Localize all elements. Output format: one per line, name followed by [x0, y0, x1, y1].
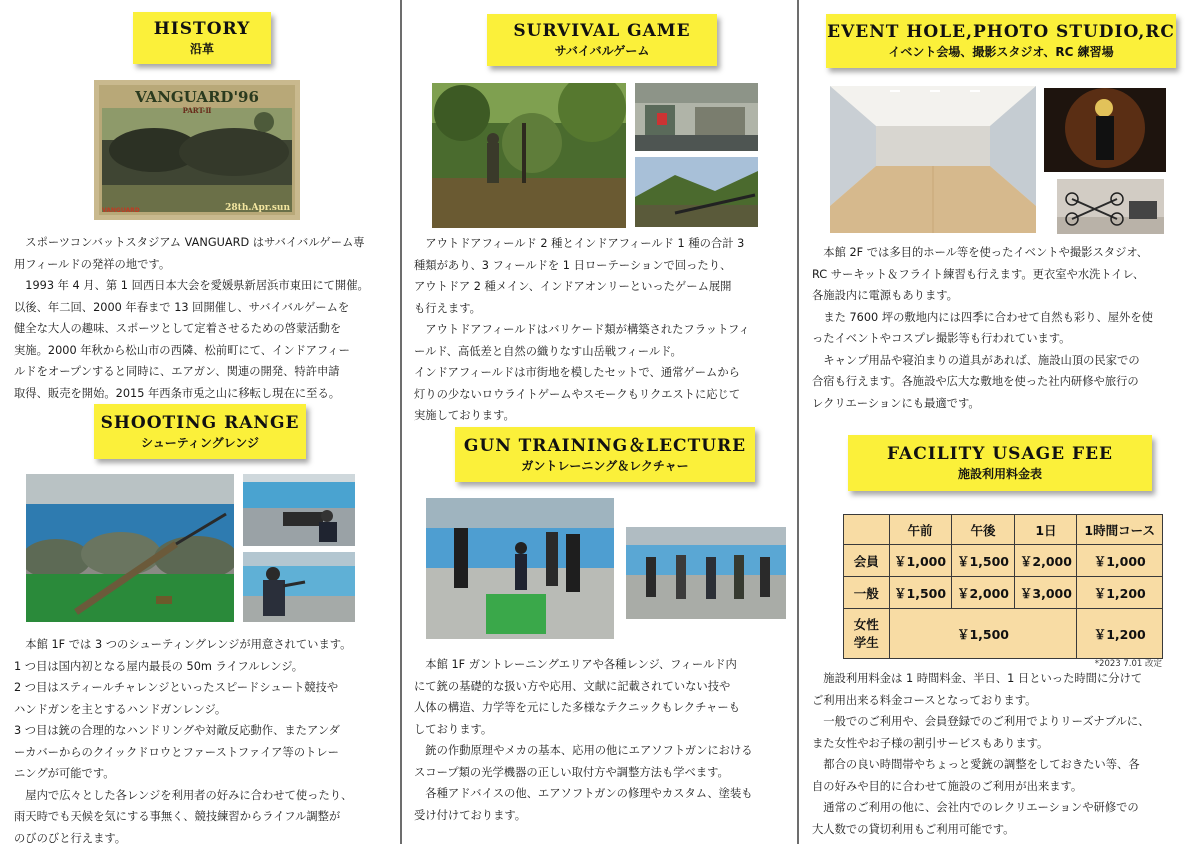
fee-table — [843, 514, 1163, 659]
history-title-badge — [133, 12, 271, 64]
fee-line: ご利用出来る料金コースとなっております。 — [812, 693, 1037, 707]
fee-cell: ￥1,500 — [889, 577, 951, 609]
fee-row-label — [844, 609, 890, 659]
poster-title: VANGUARD'96 — [135, 88, 259, 106]
event-line: レクリエーションにも最適です。 — [812, 396, 980, 410]
survival-line: アウトドア 2 種メイン、インドアオンリーといったゲーム展開 — [414, 280, 732, 293]
gun-training-title-ja: ガントレーニング＆レクチャー — [521, 458, 689, 473]
fee-header-row — [844, 515, 1163, 545]
survival-indoor-photo — [635, 83, 758, 151]
fee-line: 大人数での貸切利用もご利用可能です。 — [812, 822, 1015, 836]
fee-header-cell — [844, 515, 890, 545]
survival-mountain-photo — [635, 157, 758, 227]
shooting-line: 1 つ目は国内初となる屋内最長の 50m ライフルレンジ。 — [14, 659, 303, 673]
history-poster-photo — [94, 80, 300, 220]
shooting-line: 2 つ目はスティールチャレンジといったスピードシュート競技や — [14, 681, 339, 694]
history-text — [14, 232, 369, 404]
fee-women-label: 女性 — [853, 616, 879, 632]
gun-training-text — [414, 654, 753, 826]
gun-training-line: 受け付けております。 — [414, 808, 527, 822]
fee-header-cell: 1時間コース — [1077, 515, 1163, 545]
fee-cell: ￥1,000 — [1077, 545, 1163, 577]
fee-row-label: 一般 — [844, 577, 890, 609]
history-line: スポーツコンバットスタジアム VANGUARD はサバイバルゲーム専 — [14, 236, 365, 249]
history-line: 健全な大人の趣味、スポーツとして定着させるための啓蒙活動を — [14, 322, 342, 335]
fee-line: 都合の良い時間帯やちょっと愛銃の調整をしておきたい等、各 — [812, 758, 1140, 771]
shooting-title-ja: シューティングレンジ — [141, 435, 259, 450]
poster-logo: VANGUARD — [102, 207, 140, 214]
fee-header-cell: 午後 — [951, 515, 1015, 545]
event-line: ったイベントやコスプレ撮影等も行われています。 — [812, 332, 1071, 345]
fee-revision-note: *2023 7.01 改定 — [1094, 659, 1162, 669]
gun-training-line: 人体の構造、力学等を元にした多様なテクニックもレクチャーも — [414, 701, 740, 714]
fee-title-en: FACILITY USAGE FEE — [886, 444, 1114, 464]
shooting-line: 3 つ目は銃の合理的なハンドリングや対敵反応動作、またアンダ — [14, 724, 340, 737]
fee-cell: ￥1,200 — [1077, 577, 1163, 609]
fee-text — [812, 668, 1149, 840]
shooting-rifle-photo — [26, 474, 234, 622]
event-text — [812, 242, 1153, 414]
event-line: 合宿も行えます。各施設や広大な敷地を使った社内研修や旅行の — [812, 375, 1139, 388]
fee-title-badge — [848, 435, 1152, 491]
shooting-line: のびのびと行えます。 — [14, 831, 127, 844]
fee-cell: ￥1,000 — [889, 545, 951, 577]
event-rc-drone-photo — [1057, 179, 1164, 234]
survival-forest-photo — [432, 83, 626, 228]
fee-title-ja: 施設利用料金表 — [957, 467, 1042, 481]
fee-students-label: 学生 — [853, 634, 879, 650]
history-line: 以後、年二回、2000 年春まで 13 回開催し、サバイバルゲームを — [14, 300, 350, 314]
event-line: 本館 2F では多目的ホール等を使ったイベントや撮影スタジオ、 — [812, 246, 1148, 259]
fee-row-women-students — [844, 609, 1163, 659]
history-line: 用フィールドの発祥の地です。 — [14, 257, 171, 271]
fee-cell: ￥3,000 — [1015, 577, 1077, 609]
shooting-text — [14, 634, 352, 844]
survival-line: アウトドアフィールドはバリケード類が構築されたフラットフィ — [414, 323, 750, 336]
shooting-line: 本館 1F では 3 つのシューティングレンジが用意されています。 — [14, 638, 352, 651]
survival-line: 灯りの少ないロウライトゲームやスモークもリクエストに応じて — [414, 387, 741, 401]
survival-line: インドアフィールドは市街地を模したセットで、通常ゲームから — [414, 366, 740, 379]
event-title-ja: イベント会場、撮影スタジオ、RC 練習場 — [888, 45, 1114, 59]
poster-subtitle: PART-Ⅱ — [182, 106, 212, 115]
fee-row-general — [844, 577, 1163, 609]
shooting-title-en: SHOOTING RANGE — [100, 412, 300, 433]
gun-training-line: 各種アドバイスの他、エアソフトガンの修理やカスタム、塗装も — [414, 787, 753, 800]
fee-row-label: 会員 — [844, 545, 890, 577]
column-divider-left — [400, 0, 402, 844]
shooting-line: 屋内で広々とした各レンジを利用者の好みに合わせて使ったり、 — [14, 788, 353, 802]
history-line: 1993 年 4 月、第 1 回西日本大会を愛媛県新居浜市東田にて開催。 — [14, 279, 369, 292]
survival-title-en: SURVIVAL GAME — [513, 21, 691, 41]
event-title-en: EVENT HOLE,PHOTO STUDIO,RC — [827, 22, 1175, 42]
survival-line: 実施しております。 — [414, 409, 515, 422]
survival-line: ールド、高低差と自然の織りなす山岳戦フィールド。 — [414, 344, 682, 358]
gun-training-title-badge — [455, 427, 755, 482]
column-divider-right — [797, 0, 799, 844]
history-line: ルドをオープンすると同時に、エアガン、関連の開発、特許申請 — [14, 365, 340, 378]
gun-training-line: 本館 1F ガントレーニングエリアや各種レンジ、フィールド内 — [414, 658, 737, 671]
fee-cell: ￥2,000 — [1015, 545, 1077, 577]
shooting-range-photo — [243, 474, 355, 546]
survival-line: アウトドアフィールド 2 種とインドアフィールド 1 種の合計 3 — [414, 237, 745, 250]
survival-title-ja: サバイバルゲーム — [554, 44, 650, 58]
fee-cell: ￥1,500 — [951, 545, 1015, 577]
fee-line: 自の好みや目的に合わせて施設のご利用が出来ます。 — [812, 779, 1083, 793]
fee-line: 施設利用料金は 1 時間料金、半日、1 日といった時間に分けて — [812, 672, 1143, 685]
history-title-ja: 沿革 — [189, 42, 214, 56]
shooting-title-badge — [94, 404, 306, 459]
event-studio-photo — [1044, 88, 1166, 172]
poster-date: 28th.Apr.sun — [225, 203, 290, 213]
gun-training-line: スコープ類の光学機器の正しい取付方や調整方法も学べます。 — [414, 765, 729, 779]
gun-training-line: しております。 — [414, 722, 493, 736]
gun-training-class-photo — [626, 527, 786, 619]
fee-header-cell: 午前 — [889, 515, 951, 545]
fee-header-cell: 1日 — [1015, 515, 1077, 545]
fee-row-member — [844, 545, 1163, 577]
shooting-handgun-photo — [243, 552, 355, 622]
survival-line: 種類があり、3 フィールドを 1 日ローテーションで回ったり、 — [414, 258, 732, 272]
history-line: 取得、販売を開始。2015 年西条市兎之山に移転し現在に至る。 — [14, 386, 341, 400]
gun-training-line: 銃の作動原理やメカの基本、応用の他にエアソフトガンにおける — [414, 744, 753, 757]
fee-line: 一般でのご利用や、会員登録でのご利用でよりリーズナブルに、 — [812, 715, 1150, 728]
gun-training-targets-photo — [426, 498, 614, 639]
fee-cell: ￥2,000 — [951, 577, 1015, 609]
gun-training-line: にて銃の基礎的な扱い方や応用、文献に記載されていない技や — [414, 679, 731, 693]
survival-text — [414, 233, 750, 427]
fee-line: 通常のご利用の他に、会社内でのレクリエーションや研修での — [812, 801, 1139, 814]
survival-title-badge — [487, 14, 717, 66]
fee-cell: ￥1,200 — [1077, 609, 1163, 659]
history-line: 実施。2000 年秋から松山市の西隣、松前町にて、インドアフィー — [14, 343, 350, 357]
fee-line: また女性やお子様の割引サービスもあります。 — [812, 736, 1049, 750]
gun-training-title-en: GUN TRAINING＆LECTURE — [463, 435, 747, 456]
event-line: また 7600 坪の敷地内には四季に合わせて自然も彩り、屋外を使 — [812, 310, 1153, 324]
event-line: RC サーキット＆フライト練習も行えます。更衣室や水洗トイレ、 — [812, 267, 1145, 281]
event-line: キャンプ用品や寝泊まりの道具があれば、施設山頂の民家での — [812, 353, 1140, 367]
survival-line: も行えます。 — [414, 301, 481, 315]
event-line: 各施設内に電源もあります。 — [812, 289, 958, 302]
fee-cell: ￥1,500 — [889, 609, 1077, 659]
event-hall-photo — [830, 86, 1036, 233]
shooting-line: 雨天時でも天候を気にする事無く、競技練習からライフル調整が — [14, 810, 341, 823]
shooting-line: ニングが可能です。 — [14, 767, 115, 780]
shooting-line: ーカバーからのクイックドロウとファーストファイア等のトレー — [14, 745, 339, 759]
history-title-en: HISTORY — [153, 19, 251, 39]
shooting-line: ハンドガンを主とするハンドガンレンジ。 — [14, 702, 227, 716]
event-title-badge — [826, 14, 1176, 68]
